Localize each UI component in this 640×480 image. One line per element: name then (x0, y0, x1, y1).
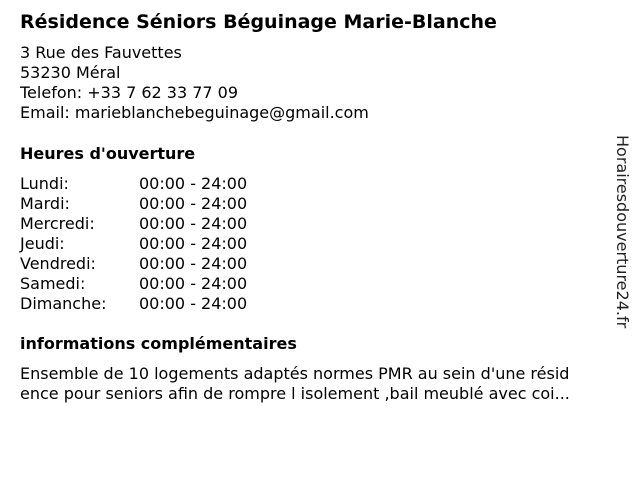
hours-row-thursday (20, 234, 320, 254)
hours-row-monday (20, 174, 320, 194)
time-range: 00:00 - 24:00 (139, 174, 248, 193)
hours-row-friday (20, 254, 320, 274)
email-line: Email: marieblanchebeguinage@gmail.com (20, 103, 369, 122)
day-label: Mardi: (20, 194, 70, 213)
info-description (20, 364, 620, 404)
info-heading: informations complémentaires (20, 334, 297, 353)
day-label: Jeudi: (20, 234, 65, 253)
time-range: 00:00 - 24:00 (139, 194, 248, 213)
page-title: Résidence Séniors Béguinage Marie-Blanche (20, 11, 497, 33)
phone-line: Telefon: +33 7 62 33 77 09 (20, 83, 239, 102)
contact-block (20, 43, 369, 123)
time-range: 00:00 - 24:00 (139, 274, 248, 293)
time-range: 00:00 - 24:00 (139, 214, 248, 233)
day-label: Mercredi: (20, 214, 95, 233)
day-label: Dimanche: (20, 294, 107, 313)
hours-row-tuesday (20, 194, 320, 214)
hours-heading: Heures d'ouverture (20, 144, 196, 163)
info-line: ence pour seniors afin de rompre l isolement ,bail meublé avec coi... (20, 384, 570, 403)
day-label: Vendredi: (20, 254, 96, 273)
time-range: 00:00 - 24:00 (139, 294, 248, 313)
info-line: Ensemble de 10 logements adaptés normes PMR au sein d'une résid (20, 364, 570, 383)
address-street: 3 Rue des Fauvettes (20, 43, 182, 62)
time-range: 00:00 - 24:00 (139, 254, 248, 273)
day-label: Samedi: (20, 274, 86, 293)
hours-row-wednesday (20, 214, 320, 234)
day-label: Lundi: (20, 174, 69, 193)
hours-row-sunday (20, 294, 320, 314)
hours-list (20, 174, 320, 314)
site-watermark: Horairesdouverture24.fr (613, 135, 632, 329)
time-range: 00:00 - 24:00 (139, 234, 248, 253)
address-city: 53230 Méral (20, 63, 121, 82)
hours-row-saturday (20, 274, 320, 294)
